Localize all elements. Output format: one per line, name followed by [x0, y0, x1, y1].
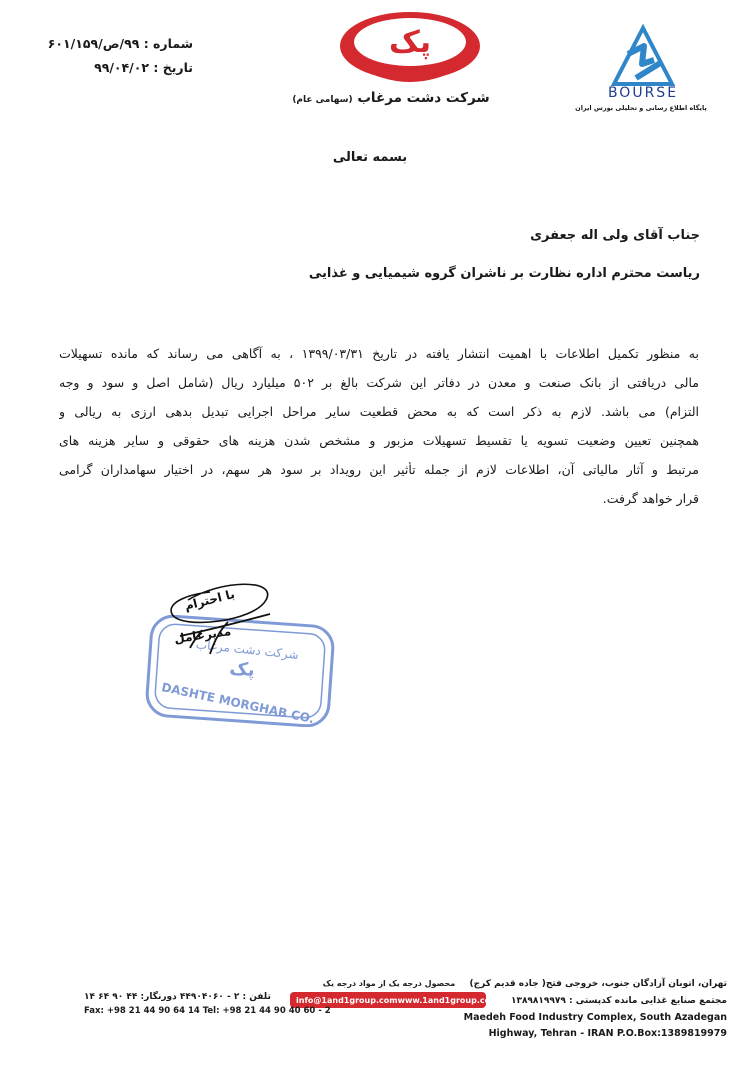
- footer-address-fa-2: مجتمع صنایع غذایی مانده کدپستی : ۱۳۸۹۸۱۹۹۷۹: [510, 996, 727, 1006]
- svg-text:پک: پک: [228, 658, 256, 681]
- body-line: به منظور تکمیل اطلاعات با اهمیت انتشار یافته در تاریخ ۱۳۹۹/۰۳/۳۱ ، به آگاهی می رساند که مانده تسهیلات: [59, 346, 699, 361]
- stamp-text: DASHTE MORGHAB CO.: [160, 680, 316, 727]
- footer-address-fa-1: تهران، اتوبان آزادگان جنوب، خروجی فتح( جاده قدیم کرج): [469, 979, 727, 989]
- letter-number: شماره : ۹۹/ص/۶۰۱/۱۵۹: [47, 36, 193, 51]
- basmala: بسمه تعالی: [332, 150, 408, 165]
- closing-salutation: با احترام: [183, 587, 237, 613]
- signer-title: مدیرعامل: [173, 624, 232, 646]
- recipient-title: ریاست محترم اداره نظارت بر ناشران گروه شیمیایی و غذایی: [308, 266, 700, 281]
- footer-website[interactable]: www.1and1group.com: [397, 995, 499, 1005]
- letter-date: تاریخ : ۹۹/۰۴/۰۲: [94, 60, 193, 75]
- company-name: شرکت دشت مرغاب: [357, 90, 490, 106]
- body-line: همچنین تعیین وضعیت تسویه یا تقسیط تسهیلات مزبور و مشخص شدن هزینه های حقوقی و سایر هزینه های: [59, 433, 699, 448]
- footer-tagline: محصول درجه یک از مواد درجه یک: [322, 979, 456, 988]
- bourse-name: BOURSE: [607, 85, 679, 101]
- recipient-name: جناب آقای ولی اله جعفری: [530, 228, 700, 243]
- company-logo: [334, 8, 486, 94]
- body-line: التزام) می باشد. لازم به ذکر است که به محض قطعیت سایر مراحل اجرایی تبدیل بدهی ارزی به ریالی و: [59, 404, 699, 419]
- bourse-subtitle: پایگاه اطلاع رسانی و تحلیلی بورس ایران: [575, 104, 707, 112]
- stamp-text-fa: شرکت دشت مرغاب: [195, 637, 300, 663]
- body-line: قرار خواهد گرفت.: [602, 491, 699, 506]
- signature: [150, 570, 290, 670]
- footer-phones-en: Fax: +98 21 44 90 64 14 Tel: +98 21 44 90 40 60 - 2: [84, 1006, 331, 1016]
- footer-email[interactable]: info@1and1group.com: [296, 995, 398, 1005]
- footer-address-en-2: Highway, Tehran - IRAN P.O.Box:1389819979: [488, 1028, 727, 1039]
- body-line: مالی دریافتی از بانک صنعت و معدن در دفاتر این شرکت بالغ بر ۵۰۲ میلیارد ریال (شامل اصل و سود و وجه: [59, 375, 699, 390]
- footer-phones-fa: تلفن : ۲ - ۴۴۹۰۴۰۶۰ دورنگار: ۴۴ ۹۰ ۶۴ ۱۴: [84, 992, 271, 1002]
- company-logo-text: پک: [389, 25, 431, 60]
- company-name-block: [286, 90, 496, 106]
- company-type: (سهامی عام): [292, 95, 353, 105]
- footer-address-en-1: Maedeh Food Industry Complex, South Azadegan: [463, 1012, 727, 1023]
- body-line: مرتبط و آثار مالیاتی آن، اطلاعات لازم از جمله تأثیر این رویداد بر سود هر سهم، در اختیار سهامداران گرامی: [59, 462, 699, 477]
